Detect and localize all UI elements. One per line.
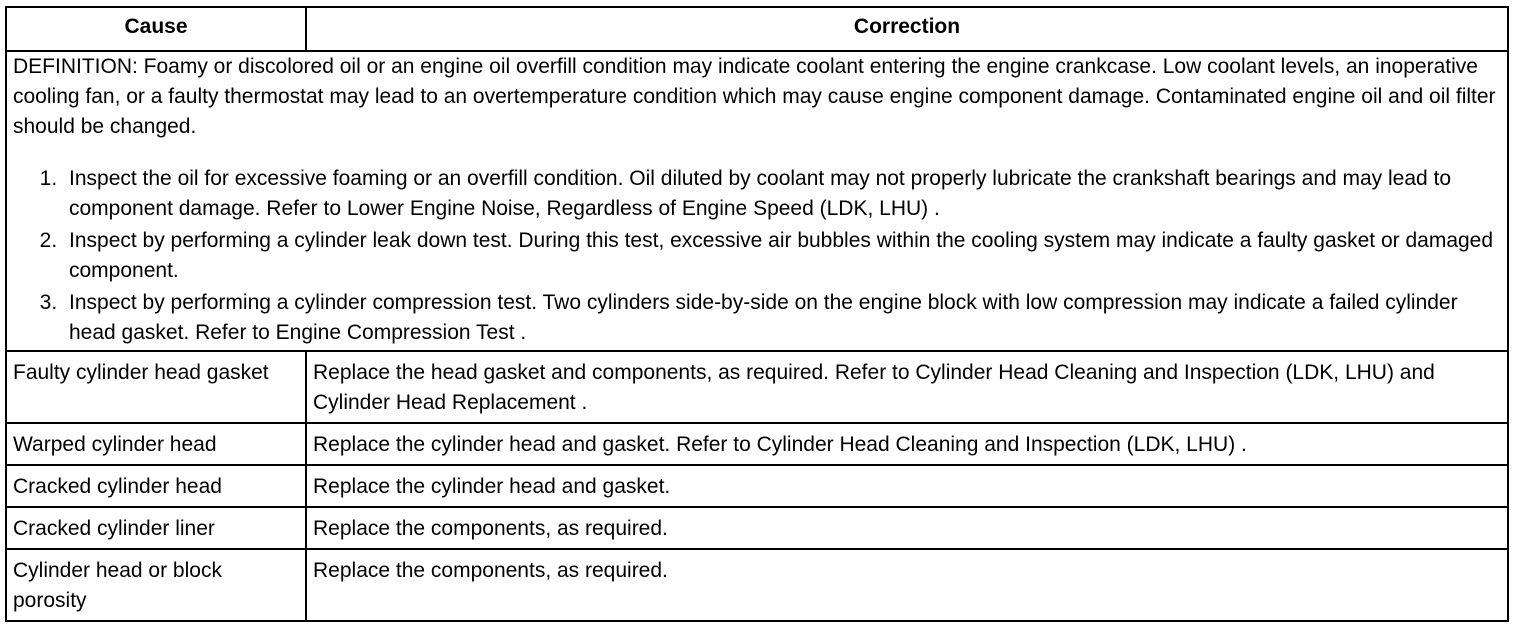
table-row bbox=[6, 351, 1508, 423]
inspection-step: 2. Inspect by performing a cylinder leak down test. During this test, excessive air bubbles within the cooling system may indicate a faulty gasket or damaged component. bbox=[63, 226, 1501, 286]
inspection-step: 3. Inspect by performing a cylinder compression test. Two cylinders side-by-side on the engine block with low compression may indicate a failed cylinder head gasket. Refer to Engine Compression Test . bbox=[63, 288, 1501, 348]
correction-column-header: Correction bbox=[306, 7, 1508, 51]
correction-cell: Replace the head gasket and components, as required. Refer to Cylinder Head Cleaning and Inspection (LDK, LHU) and Cylinder Head Replacement . bbox=[306, 351, 1508, 423]
cause-cell: Warped cylinder head bbox=[6, 423, 306, 465]
correction-cell: Replace the components, as required. bbox=[306, 507, 1508, 549]
cause-cell: Cylinder head or block porosity bbox=[6, 549, 306, 621]
header-row bbox=[6, 7, 1508, 51]
cause-cell: Cracked cylinder liner bbox=[6, 507, 306, 549]
table-row bbox=[6, 507, 1508, 549]
inspection-steps-list bbox=[13, 164, 1501, 348]
correction-cell: Replace the cylinder head and gasket. bbox=[306, 465, 1508, 507]
diagnostic-table bbox=[5, 6, 1509, 622]
cause-cell: Cracked cylinder head bbox=[6, 465, 306, 507]
table-row bbox=[6, 423, 1508, 465]
correction-cell: Replace the components, as required. bbox=[306, 549, 1508, 621]
table-row bbox=[6, 549, 1508, 621]
correction-cell: Replace the cylinder head and gasket. Refer to Cylinder Head Cleaning and Inspection (LDK, LHU) . bbox=[306, 423, 1508, 465]
table-row bbox=[6, 465, 1508, 507]
definition-cell bbox=[6, 51, 1508, 351]
cause-column-header: Cause bbox=[6, 7, 306, 51]
cause-cell: Faulty cylinder head gasket bbox=[6, 351, 306, 423]
definition-row bbox=[6, 51, 1508, 351]
definition-text: DEFINITION: Foamy or discolored oil or an engine oil overfill condition may indicate coolant entering the engine crankcase. Low coolant levels, an inoperative cooling fan, or a faulty thermostat may lead to an overtemperature condition which may cause engine component damage. Contaminated engine oil and oil filter should be changed. bbox=[13, 55, 1496, 138]
inspection-step: 1. Inspect the oil for excessive foaming or an overfill condition. Oil diluted by coolant may not properly lubricate the crankshaft bearings and may lead to component damage. Refer to Lower Engine Noise, Regardless of Engine Speed (LDK, LHU) . bbox=[63, 164, 1501, 224]
